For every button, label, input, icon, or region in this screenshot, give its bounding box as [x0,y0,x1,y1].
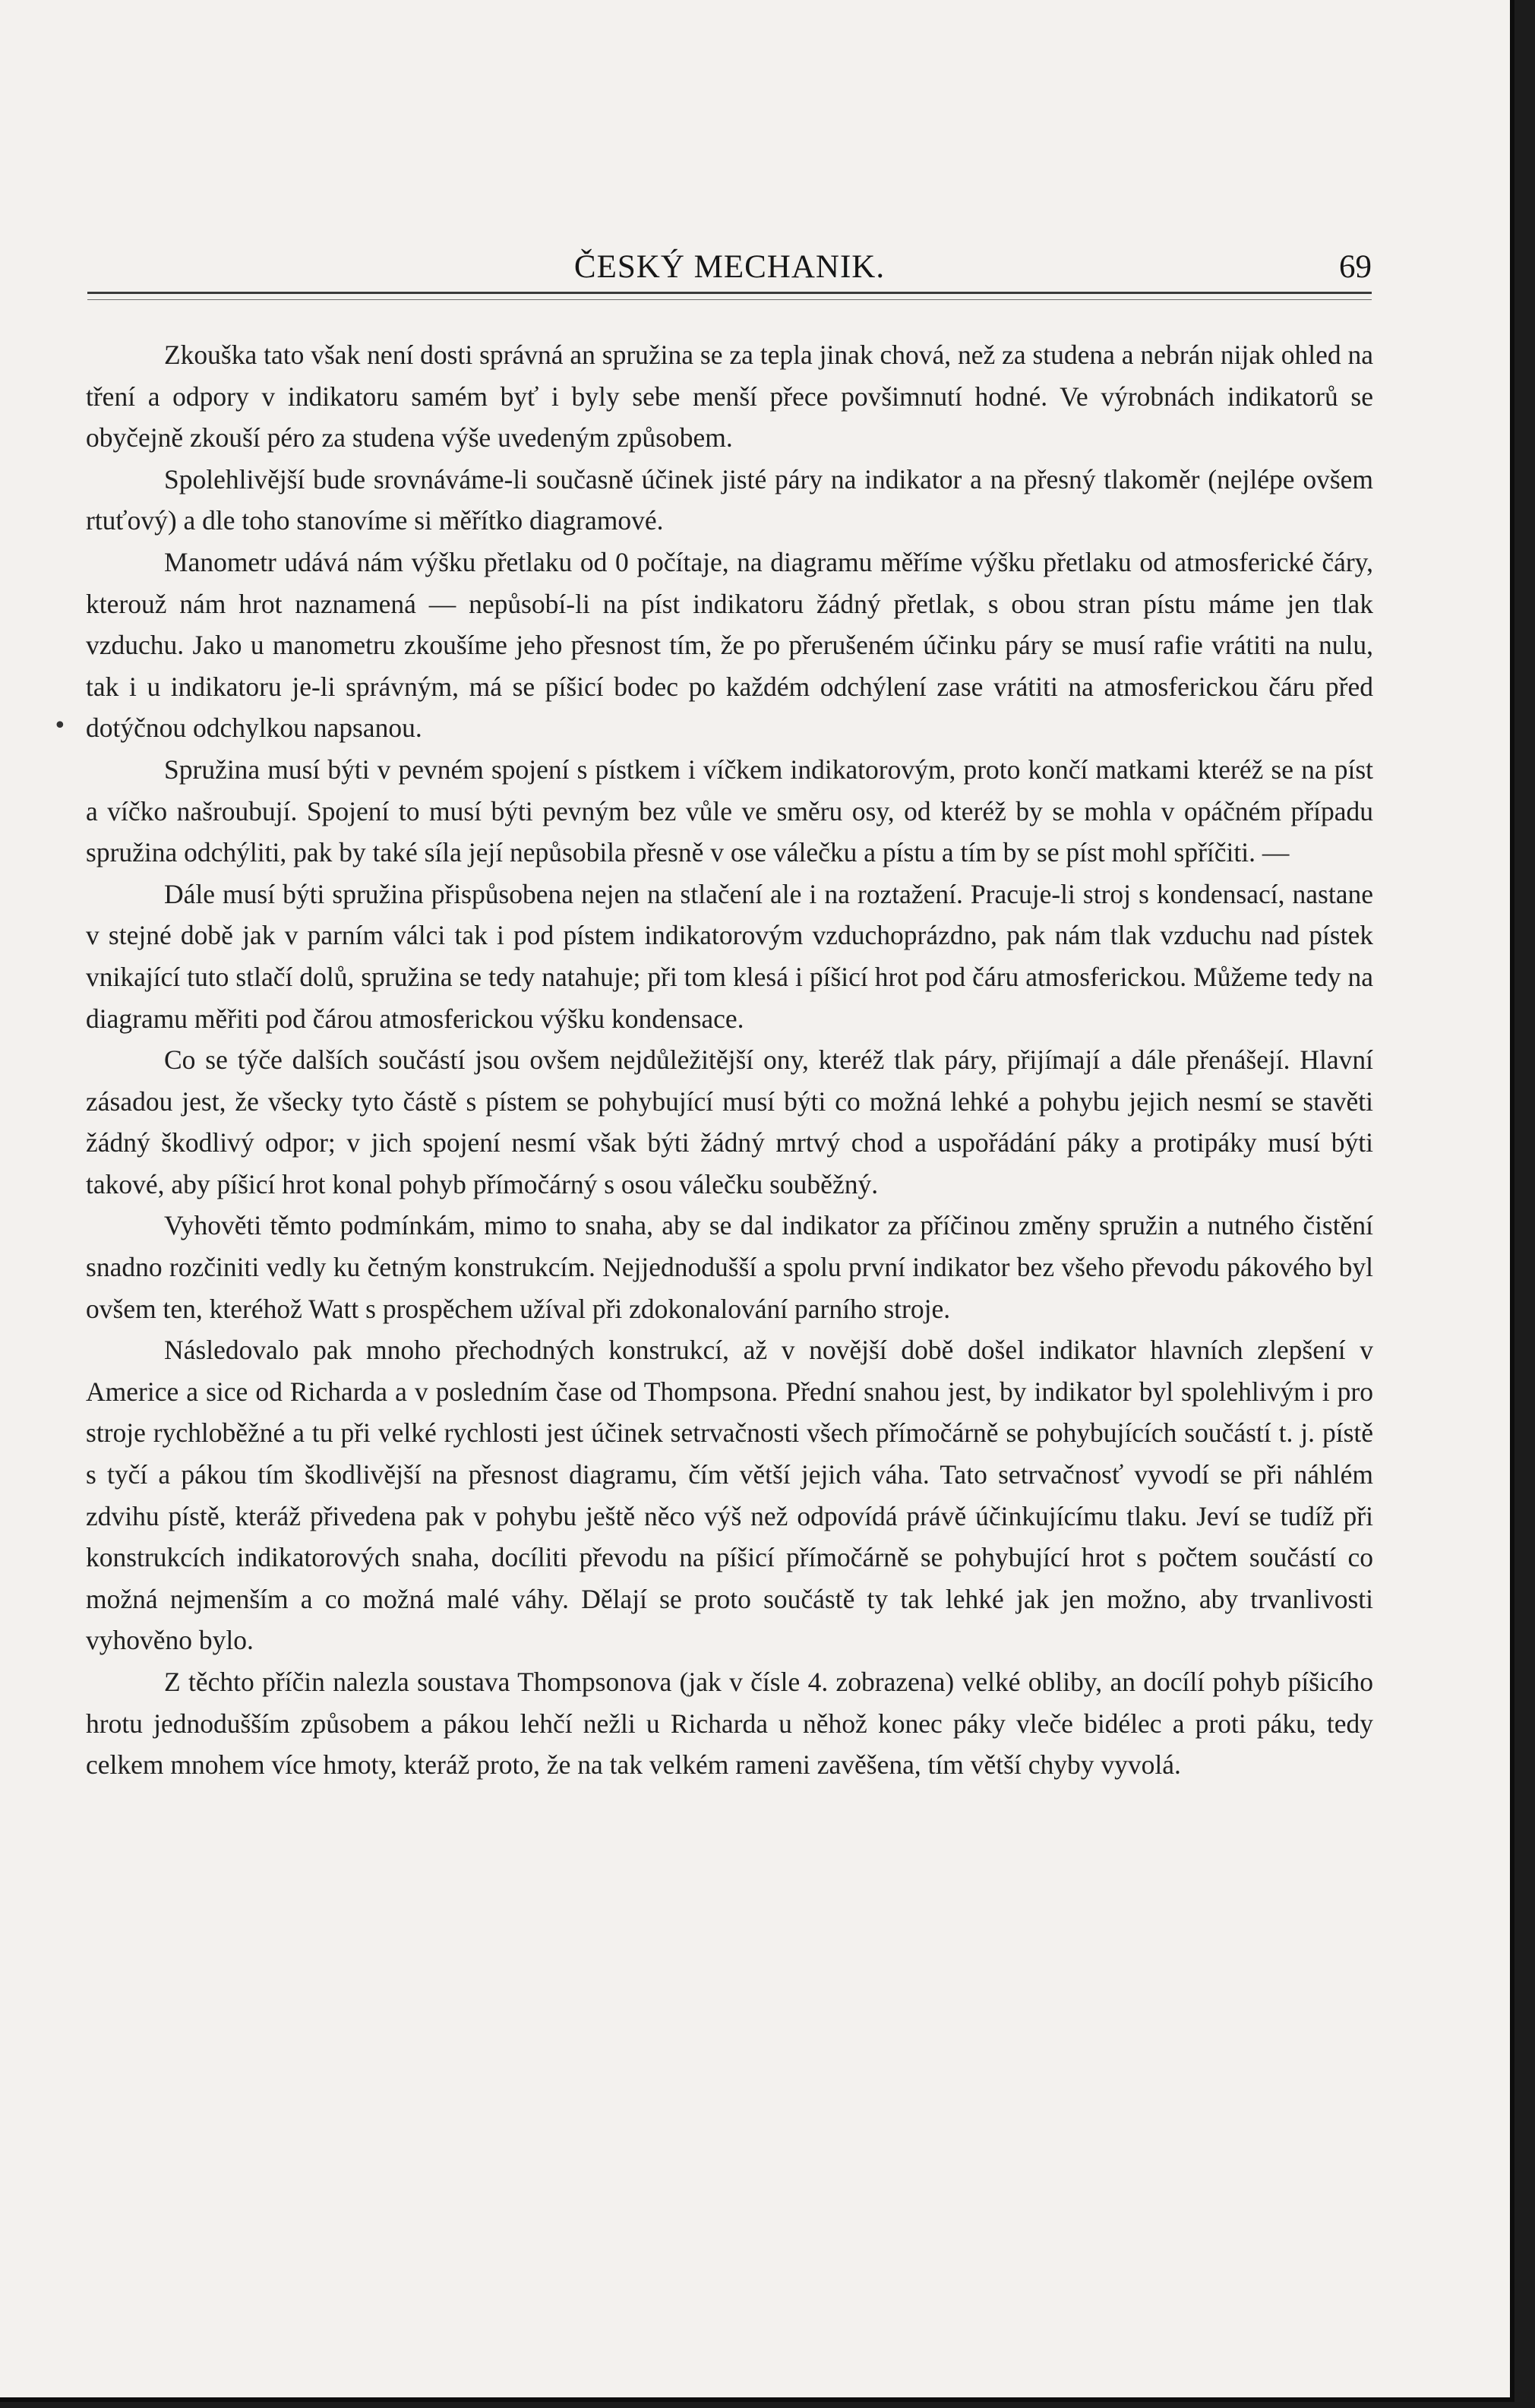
header-rule [87,292,1372,294]
paragraph: Spružina musí býti v pevném spojení s pístkem i víčkem indikatorovým, proto končí matkami kteréž se na píst a víčko našroubují. Spojení to musí býti pevným bez vůle ve směru osy, od kteréž by se mohla v opáčném případu spružina odchýliti, pak by také síla její nepůsobila přesně v ose válečku a pístu a tím by se píst mohl spříčiti. — [86,754,1373,868]
paragraph: Následovalo pak mnoho přechodných konstrukcí, až v novější době došel indikator hlavních zlepšení v Americe a sice od Richarda a v posledním čase od Thompsona. Přední snahou jest, by indikator byl spolehlivým i pro stroje rychloběžné a tu při velké rychlosti jest účinek setrvačnosti všech přímočárně se pohybujících součástí t. j. pístě s tyčí a pákou tím škodlivější na přesnost diagramu, čím větší jejich váha. Tato setrvačnosť vyvodí se při náhlém zdvihu pístě, kteráž přivedena pak v pohybu ještě něco výš než odpovídá právě účinkujícímu tlaku. Jeví se tudíž při konstrukcích indikatorových snaha, docíliti převodu na píšicí přímočárně se pohybující hrot s počtem součástí co možná nejmenším a co možná malé váhy. Dělají se proto součástě ty tak lehké jak jen možno, aby trvanlivosti vyhověno bylo. [86,1335,1373,1656]
page-header [87,245,1372,288]
paragraph: Dále musí býti spružina přispůsobena nejen na stlačení ale i na roztažení. Pracuje-li stroj s kondensací, nastane v stejné době jak v parním válci tak i pod pístem indikatorovým vzduchoprázdno, pak nám tlak vzduchu nad pístek vnikající tuto stlačí dolů, spružina se tedy natahuje; při tom klesá i píšicí hrot pod čáru atmosferickou. Můžeme tedy na diagramu měřiti pod čárou atmosferickou výšku kondensace. [86,878,1373,1034]
body-text [86,334,1373,1786]
running-title: ČESKÝ MECHANIK. [573,249,886,285]
paragraph: Z těchto příčin nalezla soustava Thompsonova (jak v čísle 4. zobrazena) velké obliby, an docílí pohyb píšicího hrotu jednodušším způsobem a pákou lehčí nežli u Richarda u něhož konec páky vleče bidélec a proti páku, tedy celkem mnohem více hmoty, kteráž proto, že na tak velkém rameni zavěšena, tím větší chyby vyvolá. [86,1667,1373,1781]
page-number: 69 [1339,249,1372,285]
header-rule-thin [87,299,1372,300]
paragraph: Spolehlivější bude srovnáváme-li současně účinek jisté páry na indikator a na přesný tlakoměr (nejlépe ovšem rtuťový) a dle toho stanovíme si měřítko diagramové. [86,463,1373,536]
paragraph: Co se týče dalších součástí jsou ovšem nejdůležitější ony, kteréž tlak páry, přijímají a dále přenášejí. Hlavní zásadou jest, že všecky tyto částě s pístem se pohybující musí býti co možná lehké a pohybu jejich nesmí se stavěti žádný škodlivý odpor; v jich spojení nesmí však býti žádný mrtvý chod a uspořádání páky a protipáky musí býti takové, aby píšicí hrot konal pohyb přímočárný s osou válečku souběžný. [86,1044,1373,1199]
paragraph: Zkouška tato však není dosti správná an spružina se za tepla jinak chová, než za studena a nebrán nijak ohled na tření a odpory v indikatoru samém byť i byly sebe menší přece povšimnutí hodné. Ve výrobnách indikatorů se obyčejně zkouší péro za studena výše uvedeným způsobem. [86,340,1374,453]
margin-mark: • [53,713,67,739]
paragraph: Vyhověti těmto podmínkám, mimo to snaha, aby se dal indikator za příčinou změny spružin a nutného čistění snadno rozčiniti vedly ku četným konstrukcím. Nejjednodušší a spolu první indikator bez všeho převodu pákového byl ovšem ten, kteréhož Watt s prospěchem užíval při zdokonalování parního stroje. [86,1210,1373,1324]
paragraph: Manometr udává nám výšku přetlaku od 0 počítaje, na diagramu měříme výšku přetlaku od atmosferické čáry, kterouž nám hrot naznamená — nepůsobí-li na píst indikatoru žádný přetlak, s obou stran pístu máme jen tlak vzduchu. Jako u manometru zkoušíme jeho přesnost tím, že po přerušeném účinku páry se musí rafie vrátiti na nulu, tak i u indikatoru je-li správným, má se píšicí bodec po každém odchýlení zase vrátiti na atmosferickou čáru před dotýčnou odchylkou napsanou. [86,546,1373,744]
